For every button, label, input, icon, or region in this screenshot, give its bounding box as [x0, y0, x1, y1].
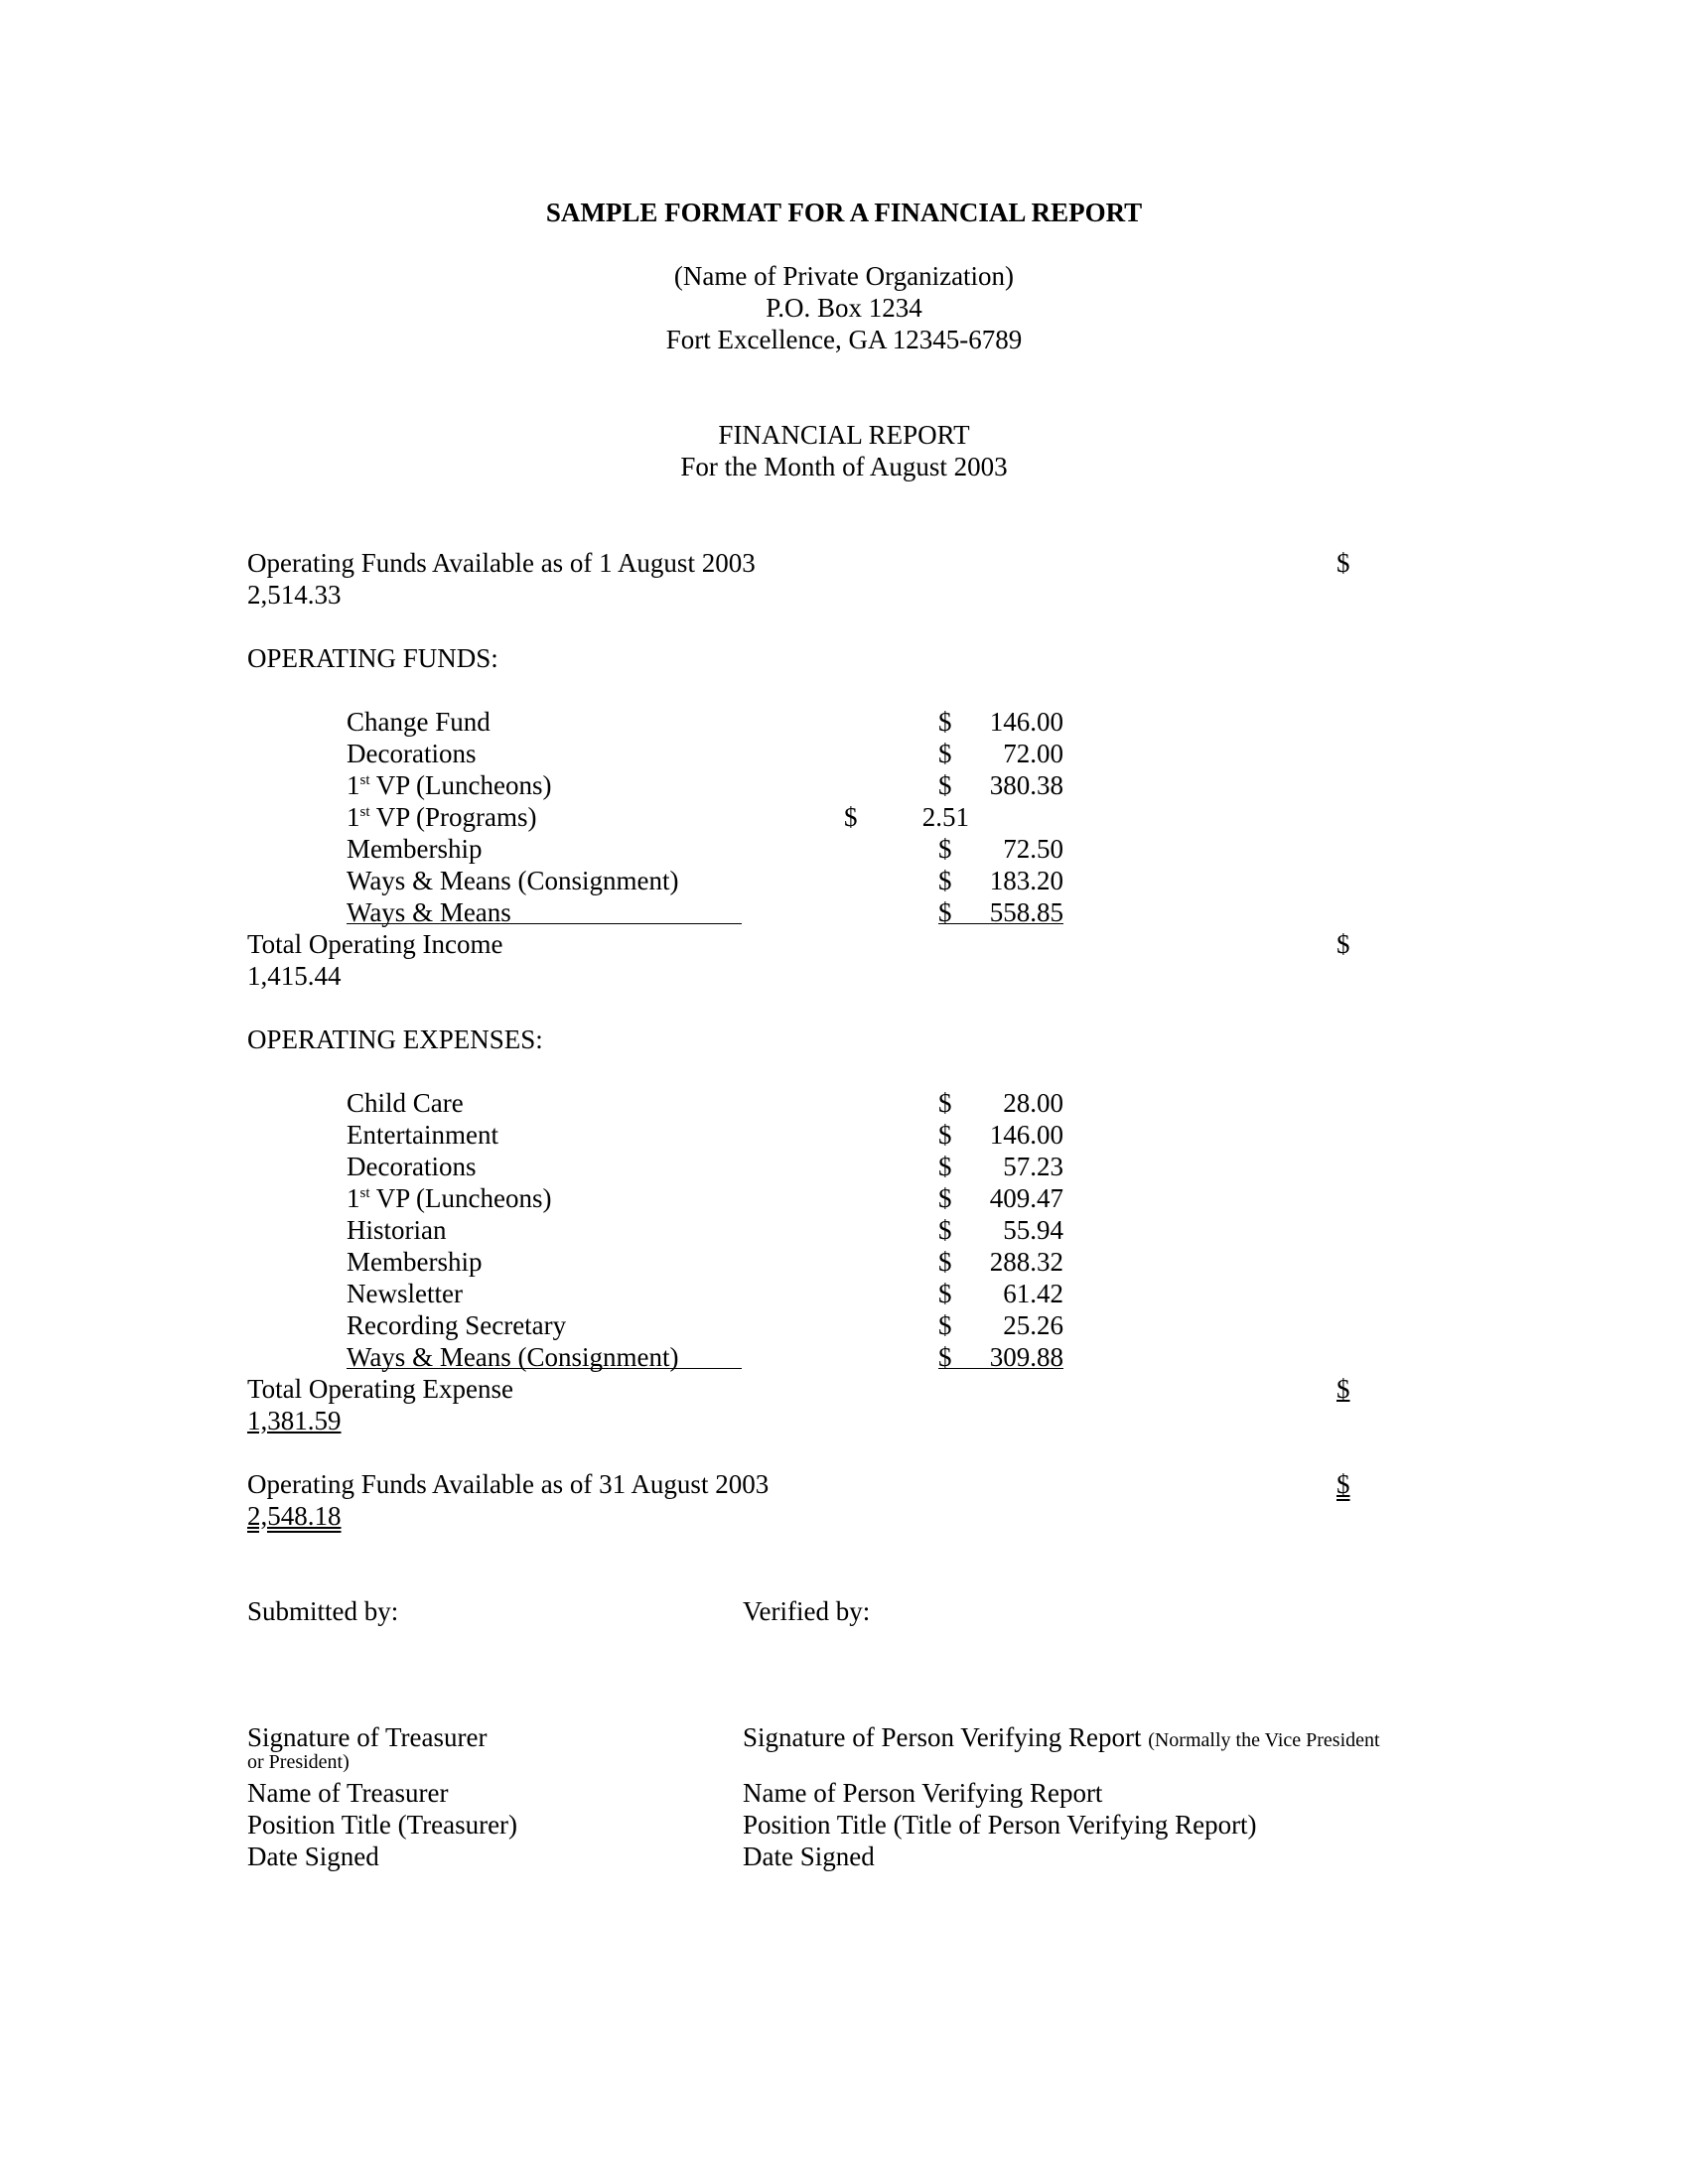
line-item-label: Entertainment [347, 1120, 498, 1150]
line-item-label: Membership [347, 834, 483, 864]
line-item-label [347, 769, 552, 801]
city-line: Fort Excellence, GA 12345-6789 [665, 325, 1023, 354]
line-item-label [347, 1182, 552, 1214]
line-item-amount: 146.00 [989, 1120, 1063, 1150]
line-item-label: Ways & Means (Consignment) [347, 1342, 679, 1372]
line-item-currency: $ [844, 802, 858, 832]
line-item-amount: 61.42 [1003, 1279, 1063, 1308]
verifier-position: Position Title (Title of Person Verifying Report) [743, 1810, 1257, 1840]
line-item-amount: 72.50 [1003, 834, 1063, 864]
verifier-date: Date Signed [743, 1842, 875, 1871]
line-item-label [347, 801, 537, 833]
line-item-label: Recording Secretary [347, 1310, 567, 1340]
verifier-name: Name of Person Verifying Report [743, 1778, 1103, 1808]
treasurer-name: Name of Treasurer [247, 1778, 449, 1808]
treasurer-signature-line: Signature of Treasurer [247, 1722, 488, 1752]
expenses-total-amount: 1,381.59 [247, 1406, 342, 1435]
report-period: For the Month of August 2003 [680, 452, 1008, 481]
line-item-currency: $ [938, 1247, 952, 1277]
line-item-text: VP (Luncheons) [369, 1183, 552, 1213]
line-item-currency: $ [938, 834, 952, 864]
income-label-underline [347, 923, 742, 924]
ordinal-number: 1 [347, 770, 360, 800]
line-item-amount: 558.85 [989, 897, 1063, 927]
line-item-amount: 25.26 [1003, 1310, 1063, 1340]
line-item-amount: 409.47 [989, 1183, 1063, 1213]
opening-balance-amount: 2,514.33 [247, 580, 342, 610]
treasurer-position: Position Title (Treasurer) [247, 1810, 518, 1840]
line-item-label: Ways & Means [347, 897, 511, 927]
line-item-currency: $ [938, 866, 952, 895]
line-item-amount: 2.51 [921, 802, 969, 832]
ordinal-suffix: st [359, 772, 370, 788]
expenses-label-underline [347, 1368, 742, 1369]
verifier-signature-line [743, 1721, 1380, 1756]
line-item-amount: 183.20 [989, 866, 1063, 895]
expenses-header: OPERATING EXPENSES: [247, 1024, 543, 1054]
verifier-signature-label: Signature of Person Verifying Report [743, 1722, 1142, 1752]
ordinal-suffix: st [359, 804, 370, 820]
ordinal-number: 1 [347, 1183, 360, 1213]
expenses-total-currency: $ [1336, 1374, 1350, 1404]
line-item-currency: $ [938, 1183, 952, 1213]
line-item-currency: $ [938, 739, 952, 768]
line-item-currency: $ [938, 897, 952, 927]
line-item-label: Newsletter [347, 1279, 463, 1308]
line-item-label: Membership [347, 1247, 483, 1277]
line-item-amount: 146.00 [989, 707, 1063, 737]
line-item-amount: 72.00 [1003, 739, 1063, 768]
ordinal-suffix: st [359, 1185, 370, 1201]
line-item-label: Change Fund [347, 707, 491, 737]
closing-balance-label: Operating Funds Available as of 31 August 2003 [247, 1469, 770, 1499]
expenses-amount-underline [938, 1368, 1063, 1369]
line-item-amount: 309.88 [989, 1342, 1063, 1372]
line-item-currency: $ [938, 1310, 952, 1340]
line-item-currency: $ [938, 1342, 952, 1372]
line-item-currency: $ [938, 1152, 952, 1181]
income-total-label: Total Operating Income [247, 929, 503, 959]
income-amount-underline [938, 923, 1063, 924]
closing-balance-amount: 2,548.18 [247, 1501, 342, 1531]
opening-balance-label: Operating Funds Available as of 1 August 2003 [247, 548, 756, 578]
line-item-label: Historian [347, 1215, 447, 1245]
treasurer-date: Date Signed [247, 1842, 379, 1871]
line-item-amount: 55.94 [1003, 1215, 1063, 1245]
line-item-amount: 28.00 [1003, 1088, 1063, 1118]
document-title: SAMPLE FORMAT FOR A FINANCIAL REPORT [545, 198, 1143, 227]
line-item-label: Child Care [347, 1088, 464, 1118]
report-title: FINANCIAL REPORT [718, 420, 970, 450]
income-total-currency: $ [1336, 929, 1350, 959]
treasurer-note: or President) [247, 1751, 350, 1773]
po-box: P.O. Box 1234 [766, 293, 922, 323]
line-item-amount: 288.32 [989, 1247, 1063, 1277]
line-item-amount: 57.23 [1003, 1152, 1063, 1181]
closing-balance-currency: $ [1336, 1469, 1350, 1499]
opening-balance-currency: $ [1336, 548, 1350, 578]
line-item-text: VP (Programs) [369, 802, 537, 832]
line-item-text: VP (Luncheons) [369, 770, 552, 800]
ordinal-number: 1 [347, 802, 360, 832]
verifier-note: (Normally the Vice President [1148, 1729, 1380, 1751]
line-item-label: Decorations [347, 739, 477, 768]
income-header: OPERATING FUNDS: [247, 643, 498, 673]
line-item-amount: 380.38 [989, 770, 1063, 800]
line-item-currency: $ [938, 1120, 952, 1150]
org-name: (Name of Private Organization) [673, 261, 1015, 291]
line-item-currency: $ [938, 1279, 952, 1308]
expenses-total-label: Total Operating Expense [247, 1374, 514, 1404]
verified-by-label: Verified by: [743, 1596, 871, 1626]
line-item-currency: $ [938, 770, 952, 800]
line-item-currency: $ [938, 1088, 952, 1118]
submitted-by-label: Submitted by: [247, 1596, 399, 1626]
income-total-amount: 1,415.44 [247, 961, 342, 991]
line-item-label: Decorations [347, 1152, 477, 1181]
line-item-label: Ways & Means (Consignment) [347, 866, 679, 895]
line-item-currency: $ [938, 1215, 952, 1245]
line-item-currency: $ [938, 707, 952, 737]
